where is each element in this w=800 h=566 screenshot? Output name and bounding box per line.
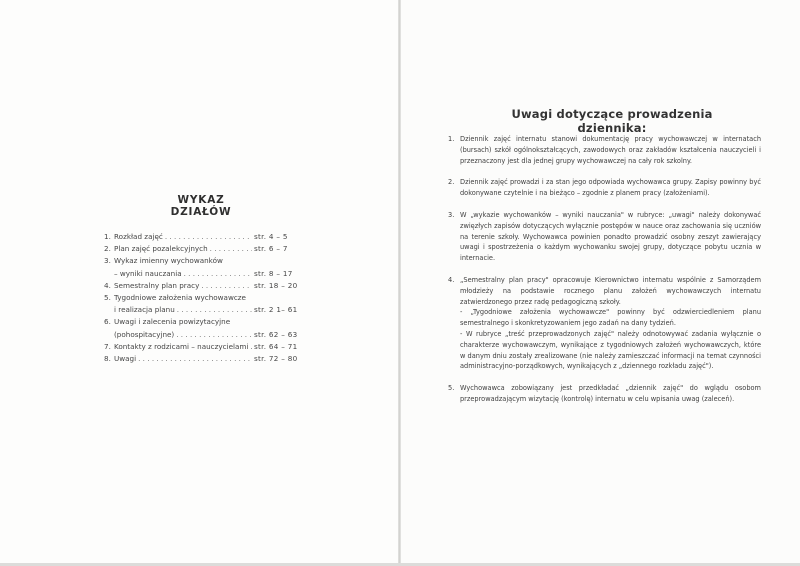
toc-item-pages: str. 62 – 63 <box>254 329 298 339</box>
instruction-item <box>448 210 761 264</box>
toc-item <box>104 342 304 354</box>
instruction-number: 4. <box>448 275 455 284</box>
instructions-title: Uwagi dotyczące prowadzenia dziennika: <box>511 107 713 135</box>
toc-item-pages: str. 2 1– 61 <box>254 305 298 315</box>
instruction-paragraph: - W rubryce „treść przeprowadzonych zajęć" należy odnotowywać zadania wyłącznie o charakterze wychowawczym, wynikające z tygodniowych założeń wychowawczych, które w danym dniu zostały zrealizowane (nie należy zamieszczać informacji na temat czynności administracyjno-porządkowych, wynikających z „dziennego rozkładu zajęć"). <box>460 329 761 371</box>
toc-item-pages: str. 8 – 17 <box>254 268 293 278</box>
toc-item-number: 6. <box>104 317 111 327</box>
toc-item <box>104 232 304 244</box>
toc-leader-dots <box>201 281 252 290</box>
toc-item-pages: str. 4 – 5 <box>254 232 288 241</box>
toc-leader-dots <box>138 354 252 363</box>
instruction-paragraph: - „Tygodniowe założenia wychowawcze" powinny być odzwierciedleniem planu semestralnego i skonkretyzowaniem jego zadań na dany tydzień. <box>460 308 761 328</box>
toc-item-label: Plan zajęć pozalekcyjnych <box>114 244 208 254</box>
toc-item-pages: str. 6 – 7 <box>254 244 288 254</box>
toc-item-pages: str. 18 – 20 <box>254 280 298 290</box>
toc-item <box>104 330 304 342</box>
toc-item-label: Wykaz imienny wychowanków <box>114 256 223 266</box>
toc-item-label: – wyniki nauczania <box>114 268 182 278</box>
instruction-number: 2. <box>448 178 455 187</box>
instruction-paragraph: Wychowawca zobowiązany jest przedkładać „dziennik zajęć" do wglądu osobom przeprowadzającym wizytację (kontrolę) internatu w celu wpisania uwag (zaleceń). <box>460 384 761 403</box>
instruction-paragraph: W „wykazie wychowanków – wyniki nauczania" w rubryce: „uwagi" należy dokonywać zwięzłych zapisów dotyczących wyłącznie postępów w nauce oraz zachowania się uczniów na terenie szkoły. Wychowawca powinien ponadto prowadzić osobny zeszyt zawierający uwagi i spostrzeżenia o każdym wychowanku swojej grupy, dotyczące pobytu ucznia w internacie. <box>460 210 761 263</box>
instruction-body <box>460 210 761 264</box>
toc-item-label: Uwagi <box>114 353 137 363</box>
toc-item-number: 4. <box>104 280 111 290</box>
toc-leader-dots <box>177 305 252 314</box>
toc-item-label: i realizacja planu <box>114 305 175 315</box>
toc-item-label: Tygodniowe założenia wychowawcze <box>114 292 246 302</box>
instruction-paragraph: „Semestralny plan pracy" opracowuje Kierownictwo internatu wspólnie z Samorządem młodzieży na podstawie rocznego planu założeń wychowawczych internatu zatwierdzonego przez radę pedagogiczną szkoły. <box>460 275 761 306</box>
toc-item <box>104 317 304 329</box>
toc-item-label: (pohospitacyjne) <box>114 329 175 339</box>
toc-item-pages: str. 64 – 71 <box>254 341 298 351</box>
toc-item-label: Rozkład zajęć <box>114 232 163 241</box>
toc-item <box>104 293 304 305</box>
instruction-number: 3. <box>448 210 455 219</box>
toc-item <box>104 305 304 317</box>
toc-title: WYKAZ DZIAŁÓW <box>170 194 232 218</box>
toc-leader-dots <box>184 269 252 278</box>
toc-item <box>104 269 304 281</box>
instruction-number: 5. <box>448 384 455 393</box>
instruction-item <box>448 383 761 405</box>
toc-leader-dots <box>176 330 252 339</box>
instruction-paragraph: Dziennik zajęć internatu stanowi dokumentację pracy wychowawczej w internatach (bursach) szkół ogólnokształcących, zawodowych oraz zakładów kształcenia nauczycieli i przeznaczony jest dla jednej grupy wychowawczej na cały rok szkolny. <box>460 135 761 165</box>
toc-item <box>104 256 304 268</box>
toc-item-number: 1. <box>104 232 111 241</box>
toc-item-pages: str. 72 – 80 <box>254 353 298 363</box>
left-page <box>0 0 399 566</box>
instruction-item <box>448 275 761 372</box>
instructions-list <box>448 134 761 416</box>
toc-item-number: 5. <box>104 292 111 302</box>
toc-leader-dots <box>210 244 252 253</box>
toc-item-label: Kontakty z rodzicami – nauczycielami <box>114 341 249 351</box>
instruction-body <box>460 177 761 199</box>
toc-item-number: 3. <box>104 256 111 266</box>
toc-item-number: 2. <box>104 244 111 254</box>
toc-item-number: 7. <box>104 341 111 351</box>
instruction-body <box>460 134 761 166</box>
toc-leader-dots <box>250 342 252 351</box>
instruction-number: 1. <box>448 135 455 143</box>
toc-item <box>104 354 304 366</box>
instruction-item <box>448 134 761 166</box>
toc-item-number: 8. <box>104 353 111 363</box>
instruction-paragraph: Dziennik zajęć prowadzi i za stan jego odpowiada wychowawca grupy. Zapisy powinny być dokonywane czytelnie i na bieżąco – zgodnie z planem pracy (założeniami). <box>460 178 761 198</box>
table-of-contents <box>104 232 304 366</box>
toc-item <box>104 281 304 293</box>
instruction-body <box>460 383 761 405</box>
toc-item <box>104 244 304 256</box>
toc-item-label: Semestralny plan pracy <box>114 280 200 290</box>
instruction-body <box>460 275 761 372</box>
instruction-item <box>448 177 761 199</box>
toc-leader-dots <box>165 232 252 241</box>
toc-item-label: Uwagi i zalecenia powizytacyjne <box>114 317 231 327</box>
